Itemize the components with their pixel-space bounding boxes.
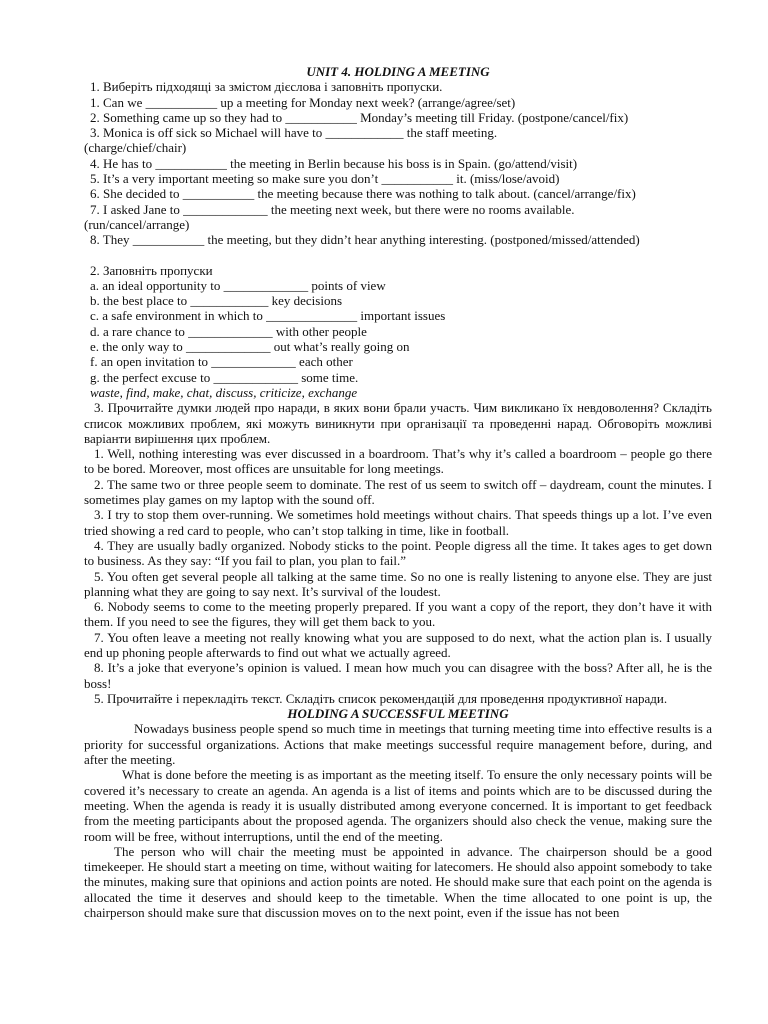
exercise-1-item: 2. Something came up so they had to ___________ Monday’s meeting till Friday. (postpone/cancel/fix) bbox=[90, 109, 629, 125]
opinion-item: 6. Nobody seems to come to the meeting properly prepared. If you want a copy of the report, they don’t have it with them. If you need to see the figures, they will get them back to you. bbox=[84, 599, 712, 630]
exercise-2-list bbox=[84, 278, 712, 385]
exercise-1-item: 4. He has to ___________ the meeting in Berlin because his boss is in Spain. (go/attend/visit) bbox=[90, 155, 578, 171]
opinion-item: 5. You often get several people all talking at the same time. So no one is really listening to anyone else. They are just planning what they are going to say next. It’s survival of the loudest. bbox=[84, 568, 712, 599]
exercise-1-item: 3. Monica is off sick so Michael will have to ____________ the staff meeting. bbox=[90, 125, 498, 141]
exercise-1-item: 5. It’s a very important meeting so make sure you don’t ___________ it. (miss/lose/avoid) bbox=[90, 171, 560, 187]
exercise-3-instruction: 3. Прочитайте думки людей про наради, в яких вони брали участь. Чим викликано їх невдоволення? Складіть список можливих проблем, які можуть виникнути при організації та проведенні нарад. Обговоріть можливі варіанти вирішення цих проблем. bbox=[84, 400, 712, 446]
exercise-2-item: a. an ideal opportunity to _____________ points of view bbox=[90, 277, 386, 293]
exercise-1-list bbox=[84, 95, 712, 248]
text-paragraph: The person who will chair the meeting must be appointed in advance. The chairperson should be a good timekeeper. He should start a meeting on time, without waiting for latecomers. He should also appoint somebody to take the minutes, making sure that opinions and action points are noted. He should make sure that each point on the agenda is allocated the time it deserves and should keep to the timetable. When the time allocated to one point is up, the chairperson should make sure that discussion moves on to the next point, even if the issue has not been bbox=[84, 843, 712, 921]
opinion-item: 4. They are usually badly organized. Nobody sticks to the point. People digress all the time. It takes ages to get down to business. As they say: “If you fail to plan, you plan to fail.” bbox=[84, 537, 712, 569]
exercise-1-item: 8. They ___________ the meeting, but they didn’t hear anything interesting. (postponed/missed/attended) bbox=[90, 232, 640, 248]
reading-text bbox=[84, 721, 712, 920]
exercise-2-item: e. the only way to _____________ out what’s really going on bbox=[90, 339, 410, 355]
unit-title: UNIT 4. HOLDING A MEETING bbox=[306, 64, 490, 79]
opinion-item: 7. You often leave a meeting not really knowing what you are supposed to do next, what the action plan is. I usually end up phoning people afterwards to find out what we actually agreed. bbox=[84, 629, 712, 660]
exercise-1-item: 6. She decided to ___________ the meeting because there was nothing to talk about. (cancel/arrange/fix) bbox=[90, 186, 636, 202]
exercise-1-item: 7. I asked Jane to _____________ the meeting next week, but there were no rooms available. bbox=[90, 201, 575, 217]
exercise-2-item: b. the best place to ____________ key decisions bbox=[90, 293, 343, 309]
exercise-2-item: f. an open invitation to _____________ each other bbox=[90, 354, 353, 370]
exercise-1-item: 1. Can we ___________ up a meeting for Monday next week? (arrange/agree/set) bbox=[90, 94, 516, 110]
exercise-2-word-bank: waste, find, make, chat, discuss, criticize, exchange bbox=[90, 384, 358, 400]
opinion-item: 1. Well, nothing interesting was ever discussed in a boardroom. That’s why it’s called a boardroom – people go there to be bored. Moreover, most offices are unsuitable for long meetings. bbox=[84, 446, 712, 477]
exercise-1-item-options: (charge/chief/chair) bbox=[84, 140, 187, 156]
exercise-1-item-options: (run/cancel/arrange) bbox=[84, 216, 190, 232]
spacer bbox=[84, 248, 712, 263]
exercise-2-instruction: 2. Заповніть пропуски bbox=[90, 262, 213, 278]
exercise-2-item: d. a rare chance to _____________ with other people bbox=[90, 323, 367, 339]
exercise-2-item: c. a safe environment in which to ______________ important issues bbox=[90, 308, 446, 324]
text-paragraph: Nowadays business people spend so much time in meetings that turning meeting time into effective results is a priority for successful organizations. Actions that make meetings successful require management before, during, and after the meeting. bbox=[84, 721, 712, 768]
text-title: HOLDING A SUCCESSFUL MEETING bbox=[287, 706, 509, 722]
opinion-item: 2. The same two or three people seem to dominate. The rest of us seem to switch off – daydream, count the minutes. I sometimes play games on my laptop with the sound off. bbox=[84, 476, 712, 508]
exercise-1-instruction: 1. Виберіть підходящі за змістом дієслова і заповніть пропуски. bbox=[90, 79, 443, 95]
exercise-3-opinions bbox=[84, 446, 712, 691]
opinion-item: 8. It’s a joke that everyone’s opinion is valued. I mean how much you can disagree with the boss? After all, he is the boss! bbox=[84, 660, 712, 691]
document-page bbox=[84, 64, 712, 920]
text-paragraph: What is done before the meeting is as important as the meeting itself. To ensure the only necessary points will be covered it’s necessary to create an agenda. An agenda is a list of items and points which are to be discussed during the meeting. When the agenda is ready it is usually distributed among everyone concerned. It is important to get feedback from the meeting participants about the proposed agenda. The organizers should also check the venue, making sure the room will be free, without interruptions, until the end of the meeting. bbox=[84, 767, 712, 844]
exercise-2-item: g. the perfect excuse to _____________ some time. bbox=[90, 369, 359, 385]
exercise-5-instruction: 5. Прочитайте і перекладіть текст. Складіть список рекомендацій для проведення продуктивної наради. bbox=[94, 690, 668, 706]
opinion-item: 3. I try to stop them over-running. We sometimes hold meetings without chairs. That speeds things up a lot. I’ve even tried showing a red card to people, who can’t stop talking in time, like in football. bbox=[84, 507, 712, 538]
